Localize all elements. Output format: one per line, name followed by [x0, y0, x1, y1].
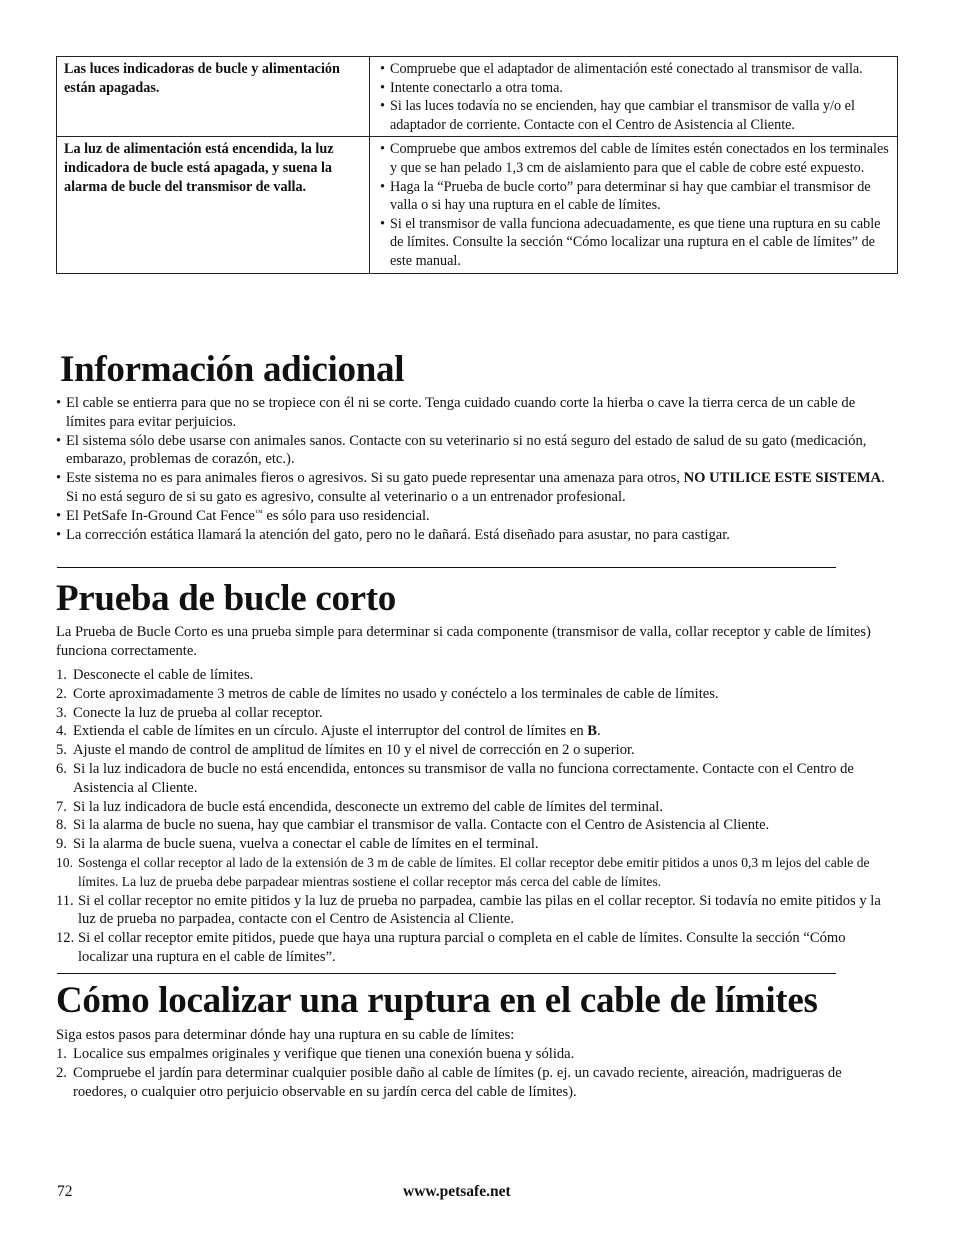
section-divider	[57, 567, 836, 568]
solution-item: • Si el transmisor de valla funciona adecuadamente, es que tiene una ruptura en su cable de límites. Consulte la sección “Cómo localizar una ruptura en el cable de límites” de este manual.	[380, 215, 881, 269]
section-title-info: Información adicional	[60, 349, 405, 390]
locate-steps	[56, 1045, 896, 1101]
list-item: 10. Sostenga el collar receptor al lado de la extensión de 3 m de cable de límites. El collar receptor debe emitir pitidos a unos 0,3 m lejos del cable de límites. La luz de prueba debe parpadear mientras sostiene el collar receptor más cerca del cable de límites.	[56, 854, 870, 889]
short-loop-intro: La Prueba de Bucle Corto es una prueba simple para determinar si cada componente (transmisor de valla, collar receptor y cable de límites) funciona correctamente.	[56, 624, 871, 659]
solution-cell	[370, 137, 898, 273]
bullet-icon: •	[380, 61, 385, 77]
bullet-icon: •	[56, 507, 62, 524]
list-item: • Este sistema no es para animales fieros o agresivos. Si su gato puede representar una amenaza para otros, NO UTILICE ESTE SISTEMA. Si no está seguro de si su gato es agresivo, consulte al veterinario o a un entrenador profesional.	[56, 470, 885, 505]
list-item: 1. Desconecte el cable de límites.	[56, 667, 254, 683]
problem-cell: La luz de alimentación está encendida, la luz indicadora de bucle está apagada, y suena la alarma de bucle del transmisor de valla.	[57, 137, 370, 273]
locate-intro: Siga estos pasos para determinar dónde hay una ruptura en su cable de límites:	[56, 1027, 515, 1043]
bullet-icon: •	[56, 432, 62, 449]
bullet-icon: •	[380, 141, 385, 158]
list-item: • La corrección estática llamará la atención del gato, pero no le dañará. Está diseñado para asustar, no para castigar.	[56, 526, 730, 543]
list-item: 7. Si la luz indicadora de bucle está encendida, desconecte un extremo del cable de límites del terminal.	[56, 798, 663, 815]
list-item: 12. Si el collar receptor emite pitidos, puede que haya una ruptura parcial o completa en el cable de límites. Consulte la sección “Cómo localizar una ruptura en el cable de límites”.	[56, 930, 846, 965]
trademark-symbol: ™	[254, 507, 263, 517]
list-item: 9. Si la alarma de bucle suena, vuelva a conectar el cable de límites en el terminal.	[56, 836, 539, 853]
bullet-icon: •	[56, 395, 62, 411]
page-number: 72	[57, 1183, 73, 1200]
list-item: 5. Ajuste el mando de control de amplitud de límites en 10 y el nivel de corrección en 2 o superior.	[56, 742, 635, 759]
list-item: 11. Si el collar receptor no emite pitidos y la luz de prueba no parpadea, cambie las pilas en el collar receptor. Si todavía no emite pitidos y la luz de prueba no parpadea, contacte con el Centro de Asistencia al Cliente.	[56, 892, 881, 928]
section-title-locate-break: Cómo localizar una ruptura en el cable de límites	[56, 980, 818, 1021]
list-item: 6. Si la luz indicadora de bucle no está encendida, entonces su transmisor de valla no funciona correctamente. Contacte con el Centro de Asistencia al Cliente.	[56, 760, 854, 796]
list-item: 4. Extienda el cable de límites en un círculo. Ajuste el interruptor del control de límites en B.	[56, 723, 601, 740]
solution-cell	[370, 57, 898, 137]
list-item: 3. Conecte la luz de prueba al collar receptor.	[56, 704, 323, 721]
section-title-short-loop: Prueba de bucle corto	[56, 578, 396, 619]
bullet-icon: •	[56, 526, 62, 543]
short-loop-steps	[56, 666, 898, 967]
solution-item: • Haga la “Prueba de bucle corto” para determinar si hay que cambiar el transmisor de valla o si hay una ruptura en el cable de límites.	[380, 178, 871, 214]
section-divider	[57, 973, 836, 974]
warning-text: NO UTILICE ESTE SISTEMA	[683, 470, 882, 487]
list-item: • El cable se entierra para que no se tropiece con él ni se corte. Tenga cuidado cuando corte la hierba o cave la tierra cerca de un cable de límites para evitar perjuicios.	[56, 395, 856, 430]
bullet-icon: •	[380, 79, 385, 96]
bullet-icon: •	[56, 470, 62, 487]
problem-cell: Las luces indicadoras de bucle y alimentación están apagadas.	[57, 57, 370, 137]
solution-item: • Intente conectarlo a otra toma.	[380, 79, 563, 96]
list-item: 8. Si la alarma de bucle no suena, hay que cambiar el transmisor de valla. Contacte con el Centro de Asistencia al Cliente.	[56, 817, 770, 834]
list-item: 1. Localice sus empalmes originales y verifique que tienen una conexión buena y sólida.	[56, 1046, 575, 1062]
footer-url[interactable]: www.petsafe.net	[403, 1183, 511, 1200]
bullet-icon: •	[380, 215, 385, 232]
solution-item: • Compruebe que ambos extremos del cable de límites estén conectados en los terminales y que se han pelado 1,3 cm de aislamiento para que el cable de cobre esté expuesto.	[380, 141, 889, 176]
table-row	[57, 137, 898, 273]
troubleshooting-table	[56, 56, 898, 274]
solution-item: • Si las luces todavía no se encienden, hay que cambiar el transmisor de valla y/o el adaptador de corriente. Contacte con el Centro de Asistencia al Cliente.	[380, 98, 855, 133]
list-item: • El sistema sólo debe usarse con animales sanos. Contacte con su veterinario si no está seguro del estado de salud de su gato (medicación, embarazo, problemas de corazón, etc.).	[56, 432, 867, 468]
bullet-icon: •	[380, 178, 385, 195]
list-item: 2. Compruebe el jardín para determinar cualquier posible daño al cable de límites (p. ej. un cavado reciente, aireación, madrigueras de roedores, o cualquier otro perjuicio observable en su jardín cerca del cable de límites).	[56, 1064, 842, 1100]
list-item: 2. Corte aproximadamente 3 metros de cable de límites no usado y conéctelo a los terminales de cable de límites.	[56, 685, 719, 702]
solution-item: • Compruebe que el adaptador de alimentación esté conectado al transmisor de valla.	[380, 61, 863, 77]
bullet-icon: •	[380, 98, 385, 115]
list-item: • El PetSafe In-Ground Cat Fence™ es sólo para uso residencial.	[56, 507, 430, 524]
table-row	[57, 57, 898, 137]
info-bullet-list	[56, 394, 896, 544]
